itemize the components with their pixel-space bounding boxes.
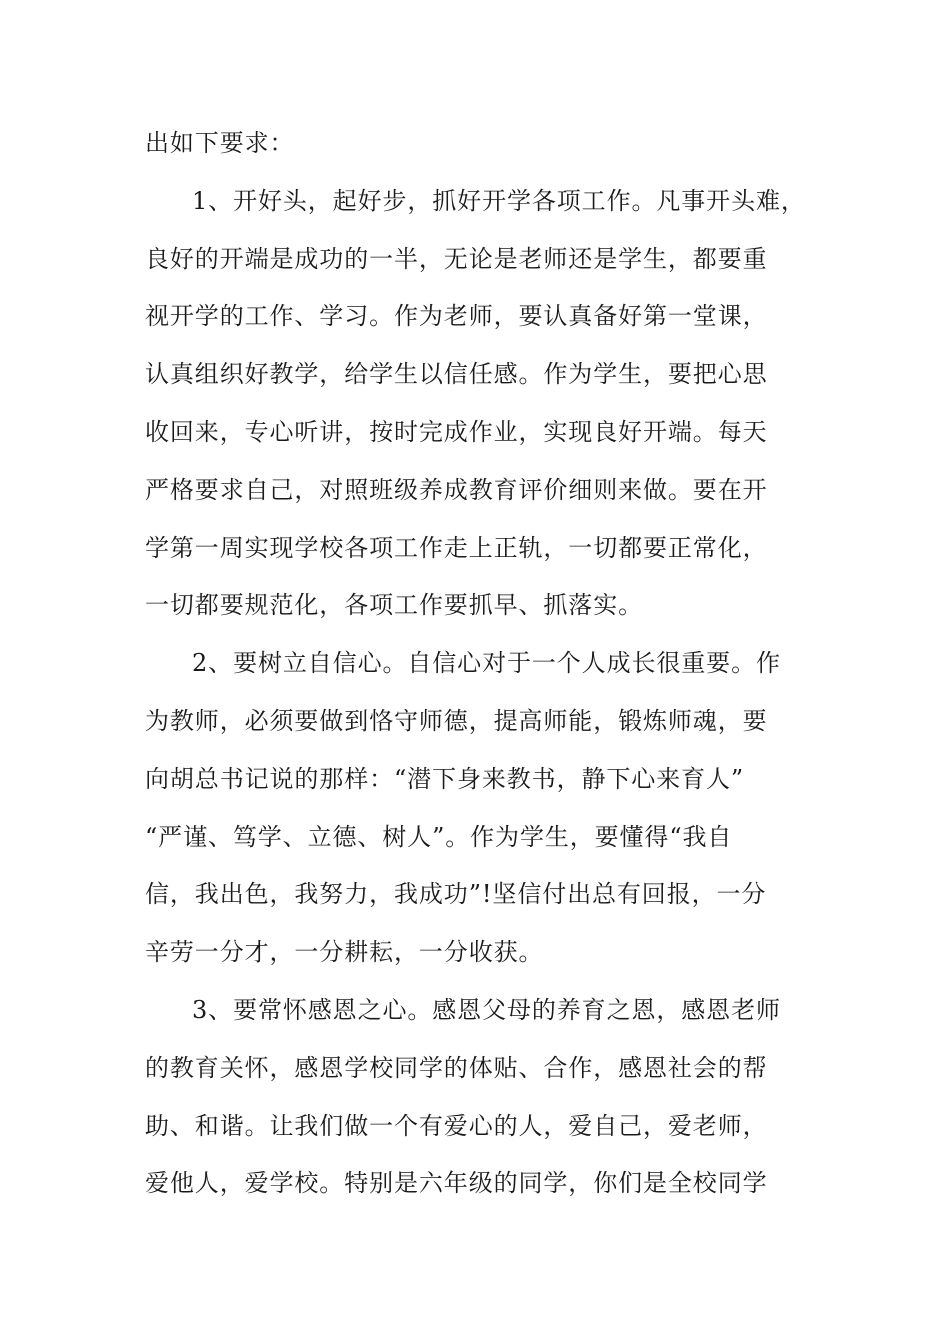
text-line: 认真组织好教学，给学生以信任感。作为学生，要把心思 xyxy=(145,360,768,389)
text-line: 3、要常怀感恩之心。感恩父母的养育之恩，感恩老师 xyxy=(192,995,781,1024)
text-line: 出如下要求： xyxy=(145,129,295,157)
text-line: 辛劳一分才，一分耕耘，一分收获。 xyxy=(145,938,544,967)
text-line: “严谨、笃学、立德、树人”。作为学生，要懂得“我自 xyxy=(145,822,733,851)
text-line: 2、要树立自信心。自信心对于一个人成长很重要。作 xyxy=(192,649,781,678)
text-line: 一切都要规范化，各项工作要抓早、抓落实。 xyxy=(145,591,643,620)
text-line: 学第一周实现学校各项工作走上正轨，一切都要正常化， xyxy=(145,533,768,562)
text-line: 的教育关怀，感恩学校同学的体贴、合作，感恩社会的帮 xyxy=(145,1053,768,1082)
text-line: 向胡总书记说的那样：“潜下身来教书，静下心来育人” xyxy=(145,764,745,793)
text-line: 严格要求自己，对照班级养成教育评价细则来做。要在开 xyxy=(145,475,768,504)
document-body xyxy=(145,115,825,1213)
text-line: 良好的开端是成功的一半，无论是老师还是学生，都要重 xyxy=(145,244,768,273)
text-line: 收回来，专心听讲，按时完成作业，实现良好开端。每天 xyxy=(145,417,768,446)
text-line: 助、和谐。让我们做一个有爱心的人，爱自己，爱老师， xyxy=(145,1111,768,1140)
text-line: 为教师，必须要做到恪守师德，提高师能，锻炼师魂，要 xyxy=(145,706,768,735)
text-line: 爱他人，爱学校。特别是六年级的同学，你们是全校同学 xyxy=(145,1169,768,1198)
text-line: 视开学的工作、学习。作为老师，要认真备好第一堂课， xyxy=(145,302,768,331)
text-line: 1、开好头，起好步，抓好开学各项工作。凡事开头难， xyxy=(192,186,806,215)
text-line: 信，我出色，我努力，我成功”!坚信付出总有回报，一分 xyxy=(145,880,767,909)
